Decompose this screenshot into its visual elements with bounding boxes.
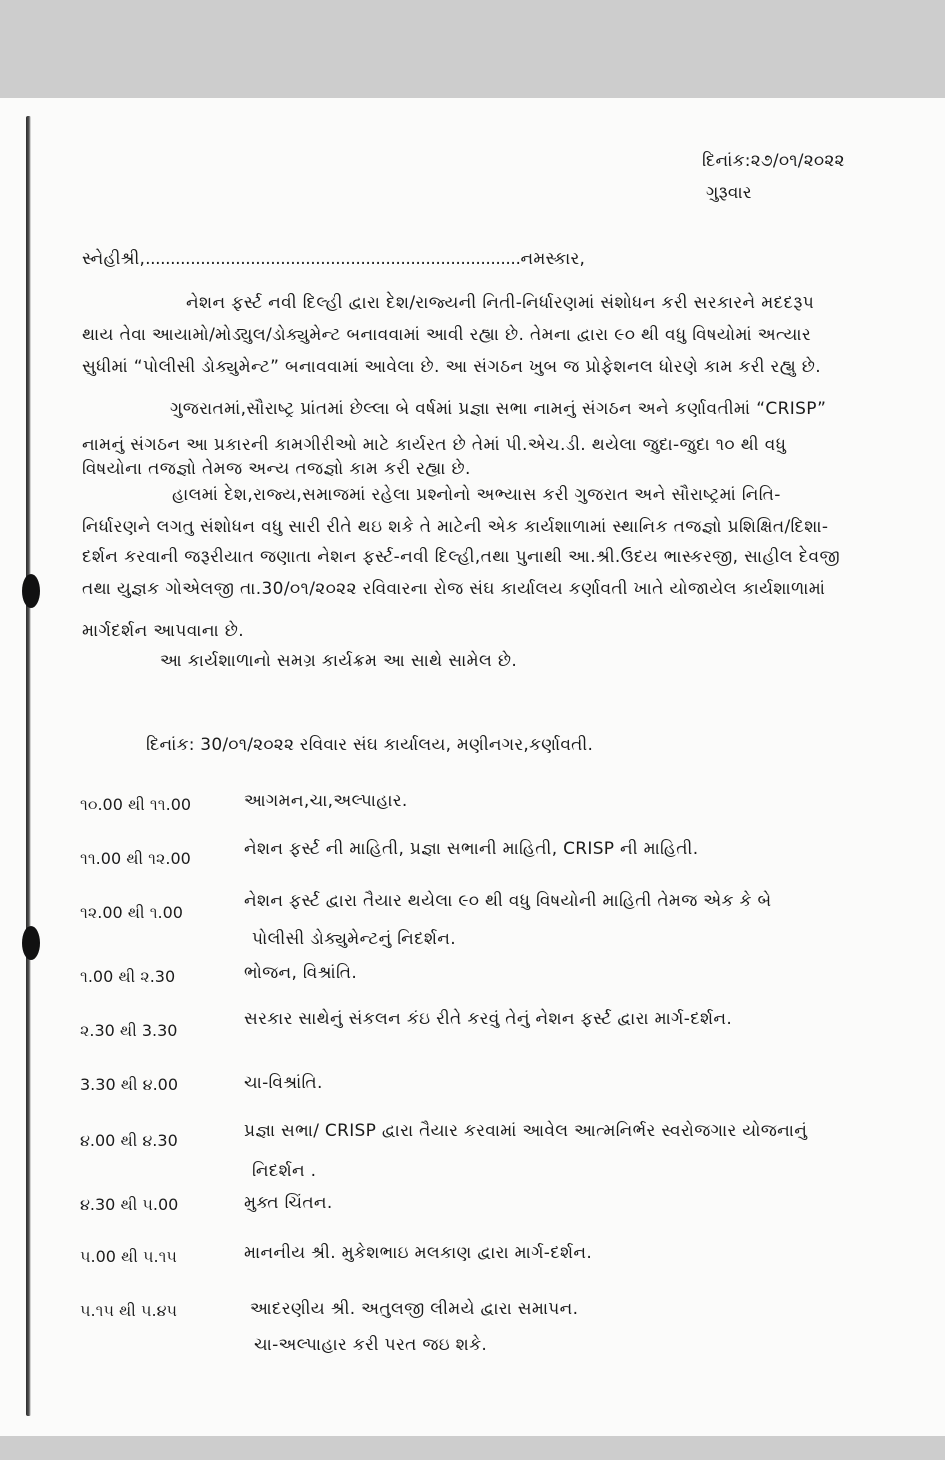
schedule-activity: આદરણીય શ્રી. અતુલજી લીમયે દ્વારા સમાપન. <box>250 1299 579 1319</box>
schedule-activity: આગમન,ચા,અલ્પાહાર. <box>244 791 408 811</box>
schedule-activity: પોલીસી ડોક્યુમેન્ટનું નિદર્શન. <box>252 929 456 949</box>
letter-day: ગુરૂવાર <box>706 183 752 203</box>
schedule-time: ૫.00 થી ૫.૧૫ <box>80 1247 177 1266</box>
schedule-time: ૫.૧૫ થી ૫.૪૫ <box>80 1301 177 1320</box>
schedule-time: ૪.30 થી ૫.00 <box>80 1195 179 1214</box>
schedule-activity: ચા-વિશ્રાંતિ. <box>244 1073 323 1093</box>
schedule-activity: મુક્ત ચિંતન. <box>244 1193 333 1213</box>
event-date-venue: દિનાંક: 30/૦૧/૨૦૨૨ રવિવાર સંઘ કાર્યાલય, મણીનગર,કર્ણાવતી. <box>146 735 594 755</box>
body-line: વિષયોના તજજ્ઞો તેમજ અન્ય તજજ્ઞો કામ કરી રહ્યા છે. <box>82 459 471 479</box>
body-line: તથા યુજ્ઞક ગોએલજી તા.30/૦૧/૨૦૨૨ રવિવારના રોજ સંઘ કાર્યાલય કર્ણાવતી ખાતે યોજાયેલ કાર્યશાળામાં <box>82 579 826 599</box>
body-line: નામનું સંગઠન આ પ્રકારની કામગીરીઓ માટે કાર્યરત છે તેમાં પી.એચ.ડી. થયેલા જુદા-જુદા ૧૦ થી વધુ <box>82 435 787 455</box>
schedule-activity: માનનીય શ્રી. મુકેશભાઇ મલકાણ દ્વારા માર્ગ-દર્શન. <box>244 1243 593 1263</box>
salutation-dots: ........................................................................... <box>145 249 521 269</box>
body-line: હાલમાં દેશ,રાજ્ય,સમાજમાં રહેલા પ્રશ્નોનો અભ્યાસ કરી ગુજરાત અને સૌરાષ્ટ્રમાં નિતિ- <box>172 485 781 505</box>
body-line: માર્ગદર્શન આપવાના છે. <box>82 621 244 641</box>
schedule-time: ૧૧.00 થી ૧૨.00 <box>80 849 191 868</box>
body-line: દર્શન કરવાની જરૂરીયાત જણાતા નેશન ફર્સ્ટ-નવી દિલ્હી,તથા પુનાથી આ.શ્રી.ઉદય ભાસ્કરજી, સાહીલ દેવજી <box>82 547 841 567</box>
schedule-time: 3.30 થી ૪.00 <box>80 1075 179 1094</box>
body-line: ગુજરાતમાં,સૌરાષ્ટ્ર પ્રાંતમાં છેલ્લા બે વર્ષમાં પ્રજ્ઞા સભા નામનું સંગઠન અને કર્ણાવતીમાં “CRISP” <box>170 399 827 419</box>
schedule-activity: ભોજન, વિશ્રાંતિ. <box>244 963 358 983</box>
schedule-time: ૧.00 થી ૨.30 <box>80 967 176 986</box>
schedule-activity: નેશન ફર્સ્ટ દ્વારા તૈયાર થયેલા ૯૦ થી વધુ વિષયોની માહિતી તેમજ એક કે બે <box>244 891 772 911</box>
letter-page <box>0 98 945 1436</box>
schedule-time: ૪.00 થી ૪.30 <box>80 1131 178 1150</box>
namaskar: નમસ્કાર, <box>520 249 586 269</box>
body-line: સુધીમાં “પોલીસી ડોક્યુમેન્ટ” બનાવવામાં આવેલા છે. આ સંગઠન ખુબ જ પ્રોફેશનલ ધોરણે કામ કરી રહ્યુ છે. <box>82 357 822 377</box>
bottom-gray-margin <box>0 1436 945 1460</box>
body-line: નેશન ફર્સ્ટ નવી દિલ્હી દ્વારા દેશ/રાજ્યની નિતી-નિર્ધારણમાં સંશોધન કરી સરકારને મદદરૂપ <box>186 293 815 313</box>
schedule-activity: સરકાર સાથેનું સંકલન કંઇ રીતે કરવું તેનું નેશન ફર્સ્ટ દ્વારા માર્ગ-દર્શન. <box>244 1009 733 1029</box>
schedule-time: ૧૨.00 થી ૧.00 <box>80 903 183 922</box>
letter-date: દિનાંક:૨૭/૦૧/૨૦૨૨ <box>702 151 845 171</box>
binding-edge <box>26 116 31 1416</box>
top-gray-margin <box>0 0 945 98</box>
body-line: નિર્ધારણને લગતુ સંશોધન વધુ સારી રીતે થઇ શકે તે માટેની એક કાર્યશાળામાં સ્થાનિક તજજ્ઞો પ્રશિક્ષિત/દિશા- <box>82 517 829 537</box>
schedule-activity: નિદર્શન . <box>252 1161 317 1181</box>
schedule-activity: નેશન ફર્સ્ટ ની માહિતી, પ્રજ્ઞા સભાની માહિતી, CRISP ની માહિતી. <box>244 839 699 859</box>
schedule-time: ૧૦.00 થી ૧૧.00 <box>80 795 192 814</box>
schedule-time: ૨.30 થી 3.30 <box>80 1021 178 1040</box>
schedule-activity: ચા-અલ્પાહાર કરી પરત જઇ શકે. <box>254 1335 488 1355</box>
salutation-line <box>82 248 585 270</box>
salutation: સ્નેહીશ્રી, <box>82 249 146 269</box>
body-line: આ કાર્યશાળાનો સમગ્ર કાર્યક્રમ આ સાથે સામેલ છે. <box>160 651 518 671</box>
punch-hole-top <box>22 574 40 608</box>
body-line: થાય તેવા આયામો/મોડ્યુલ/ડોક્યુમેન્ટ બનાવવામાં આવી રહ્યા છે. તેમના દ્વારા ૯૦ થી વધુ વિષયોમાં અત્યાર <box>82 325 812 345</box>
schedule-activity: પ્રજ્ઞા સભા/ CRISP દ્વારા તૈયાર કરવામાં આવેલ આત્મનિર્ભર સ્વરોજગાર યોજનાનું <box>244 1121 808 1141</box>
punch-hole-bottom <box>22 926 40 960</box>
